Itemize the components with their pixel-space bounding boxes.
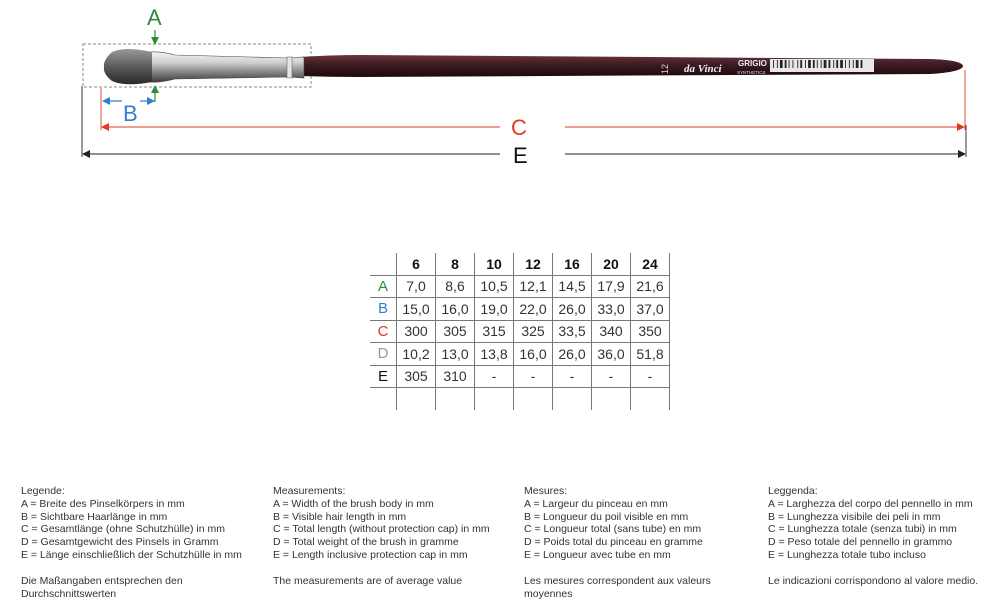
- brush-ferrule: [150, 52, 304, 82]
- legend-italian: [768, 485, 978, 588]
- table-cell: -: [631, 365, 670, 388]
- legend-line: C = Lunghezza totale (senza tubi) in mm: [768, 523, 957, 536]
- line-sub-imprint: SYNTHETICS: [737, 70, 766, 75]
- table-row: [370, 365, 670, 388]
- table-cell: 10,5: [475, 275, 514, 298]
- table-header-cell: 6: [397, 253, 436, 275]
- legend-line: C = Total length (without protection cap) in mm: [273, 523, 490, 536]
- table-row: [370, 298, 670, 321]
- table-header-cell: 8: [436, 253, 475, 275]
- table-cell: 300: [397, 320, 436, 343]
- table-cell: 350: [631, 320, 670, 343]
- table-cell: [592, 388, 631, 410]
- dimension-label-b: B: [123, 101, 138, 126]
- legend-note: The measurements are of average value: [273, 574, 463, 587]
- table-row-label: [370, 388, 397, 410]
- table-cell: 13,0: [436, 343, 475, 366]
- table-header-cell: 16: [553, 253, 592, 275]
- legend-line: B = Longueur du poil visible en mm: [524, 510, 689, 523]
- table-cell: 7,0: [397, 275, 436, 298]
- table-cell: 15,0: [397, 298, 436, 321]
- handle-size-imprint: 12: [660, 63, 670, 74]
- table-cell: 14,5: [553, 275, 592, 298]
- table-cell: 13,8: [475, 343, 514, 366]
- table-header-cell: 24: [631, 253, 670, 275]
- table-row: [370, 388, 670, 410]
- legend-line: A = Width of the brush body in mm: [273, 497, 434, 510]
- table-cell: -: [514, 365, 553, 388]
- table-row-label: B: [370, 298, 397, 321]
- legend-line: D = Poids total du pinceau en gramme: [524, 536, 703, 549]
- table-row-label: E: [370, 365, 397, 388]
- barcode: [770, 59, 874, 72]
- table-cell: 17,9: [592, 275, 631, 298]
- legend-german: [21, 485, 242, 600]
- table-header-cell: 12: [514, 253, 553, 275]
- legend-note: moyennes: [524, 587, 573, 600]
- table-row: [370, 343, 670, 366]
- table-header-row: [370, 253, 670, 275]
- legend-line: A = Largeur du pinceau en mm: [524, 497, 668, 510]
- table-cell: 51,8: [631, 343, 670, 366]
- legend-line: B = Sichtbare Haarlänge in mm: [21, 510, 168, 523]
- legend-note: Die Maßangaben entsprechen den: [21, 574, 183, 587]
- table-cell: 33,0: [592, 298, 631, 321]
- table-header-corner: [370, 253, 397, 275]
- table-cell: 10,2: [397, 343, 436, 366]
- brush-hair: [104, 49, 152, 84]
- table-cell: [631, 388, 670, 410]
- legend-line: E = Länge einschließlich der Schutzhülle in mm: [21, 548, 242, 561]
- table-cell: 325: [514, 320, 553, 343]
- legend-note: Les mesures correspondent aux valeurs: [524, 574, 711, 587]
- table-cell: 37,0: [631, 298, 670, 321]
- table-cell: 310: [436, 365, 475, 388]
- legend-line: B = Visible hair length in mm: [273, 510, 407, 523]
- legend-line: A = Breite des Pinselkörpers in mm: [21, 497, 185, 510]
- table-cell: 16,0: [514, 343, 553, 366]
- dimension-label-e: E: [513, 143, 528, 168]
- table-cell: 22,0: [514, 298, 553, 321]
- legend-line: A = Larghezza del corpo del pennello in mm: [768, 497, 973, 510]
- legend-title: Measurements:: [273, 485, 346, 497]
- table-cell: 26,0: [553, 343, 592, 366]
- size-table: [370, 253, 670, 410]
- table-cell: -: [553, 365, 592, 388]
- legend-french: [524, 485, 711, 600]
- table-cell: 315: [475, 320, 514, 343]
- table-cell: 26,0: [553, 298, 592, 321]
- legend-line: D = Total weight of the brush in gramme: [273, 536, 459, 549]
- table-cell: 33,5: [553, 320, 592, 343]
- table-row-label: C: [370, 320, 397, 343]
- legend-title: Leggenda:: [768, 485, 818, 497]
- table-row: [370, 320, 670, 343]
- brand-imprint: da Vinci: [684, 63, 722, 75]
- table-cell: [514, 388, 553, 410]
- table-cell: 36,0: [592, 343, 631, 366]
- dimension-label-a: A: [147, 5, 162, 30]
- table-cell: -: [475, 365, 514, 388]
- table-cell: 340: [592, 320, 631, 343]
- legend-line: C = Longueur total (sans tube) en mm: [524, 523, 702, 536]
- table-cell: 8,6: [436, 275, 475, 298]
- table-cell: [475, 388, 514, 410]
- table-cell: [397, 388, 436, 410]
- table-cell: 305: [436, 320, 475, 343]
- table-cell: [553, 388, 592, 410]
- legend-line: B = Lunghezza visibile dei peli in mm: [768, 510, 941, 523]
- legend-line: C = Gesamtlänge (ohne Schutzhülle) in mm: [21, 523, 225, 536]
- legend-line: D = Gesamtgewicht des Pinsels in Gramm: [21, 536, 219, 549]
- table-header-cell: 20: [592, 253, 631, 275]
- table-cell: 21,6: [631, 275, 670, 298]
- ferrule-crimp: [287, 57, 292, 78]
- table-cell: 19,0: [475, 298, 514, 321]
- legend-title: Legende:: [21, 485, 65, 497]
- legend-line: D = Peso totale del pennello in grammo: [768, 536, 953, 549]
- legend-note: Durchschnittswerten: [21, 587, 117, 600]
- table-cell: 12,1: [514, 275, 553, 298]
- legend-english: [273, 485, 490, 588]
- legend-note: Le indicazioni corrispondono al valore medio.: [768, 574, 979, 587]
- line-name-imprint: GRIGIO: [738, 59, 767, 68]
- legend-line: E = Longueur avec tube en mm: [524, 548, 671, 561]
- legend-line: E = Lunghezza totale tubo incluso: [768, 548, 926, 561]
- dimension-label-c: C: [511, 115, 527, 140]
- table-row-label: D: [370, 343, 397, 366]
- table-cell: [436, 388, 475, 410]
- table-row-label: A: [370, 275, 397, 298]
- table-header-cell: 10: [475, 253, 514, 275]
- table-row: [370, 275, 670, 298]
- table-cell: -: [592, 365, 631, 388]
- table-cell: 305: [397, 365, 436, 388]
- table-cell: 16,0: [436, 298, 475, 321]
- brush-diagram: [0, 0, 1000, 200]
- legend-line: E = Length inclusive protection cap in mm: [273, 548, 468, 561]
- legend-title: Mesures:: [524, 485, 568, 497]
